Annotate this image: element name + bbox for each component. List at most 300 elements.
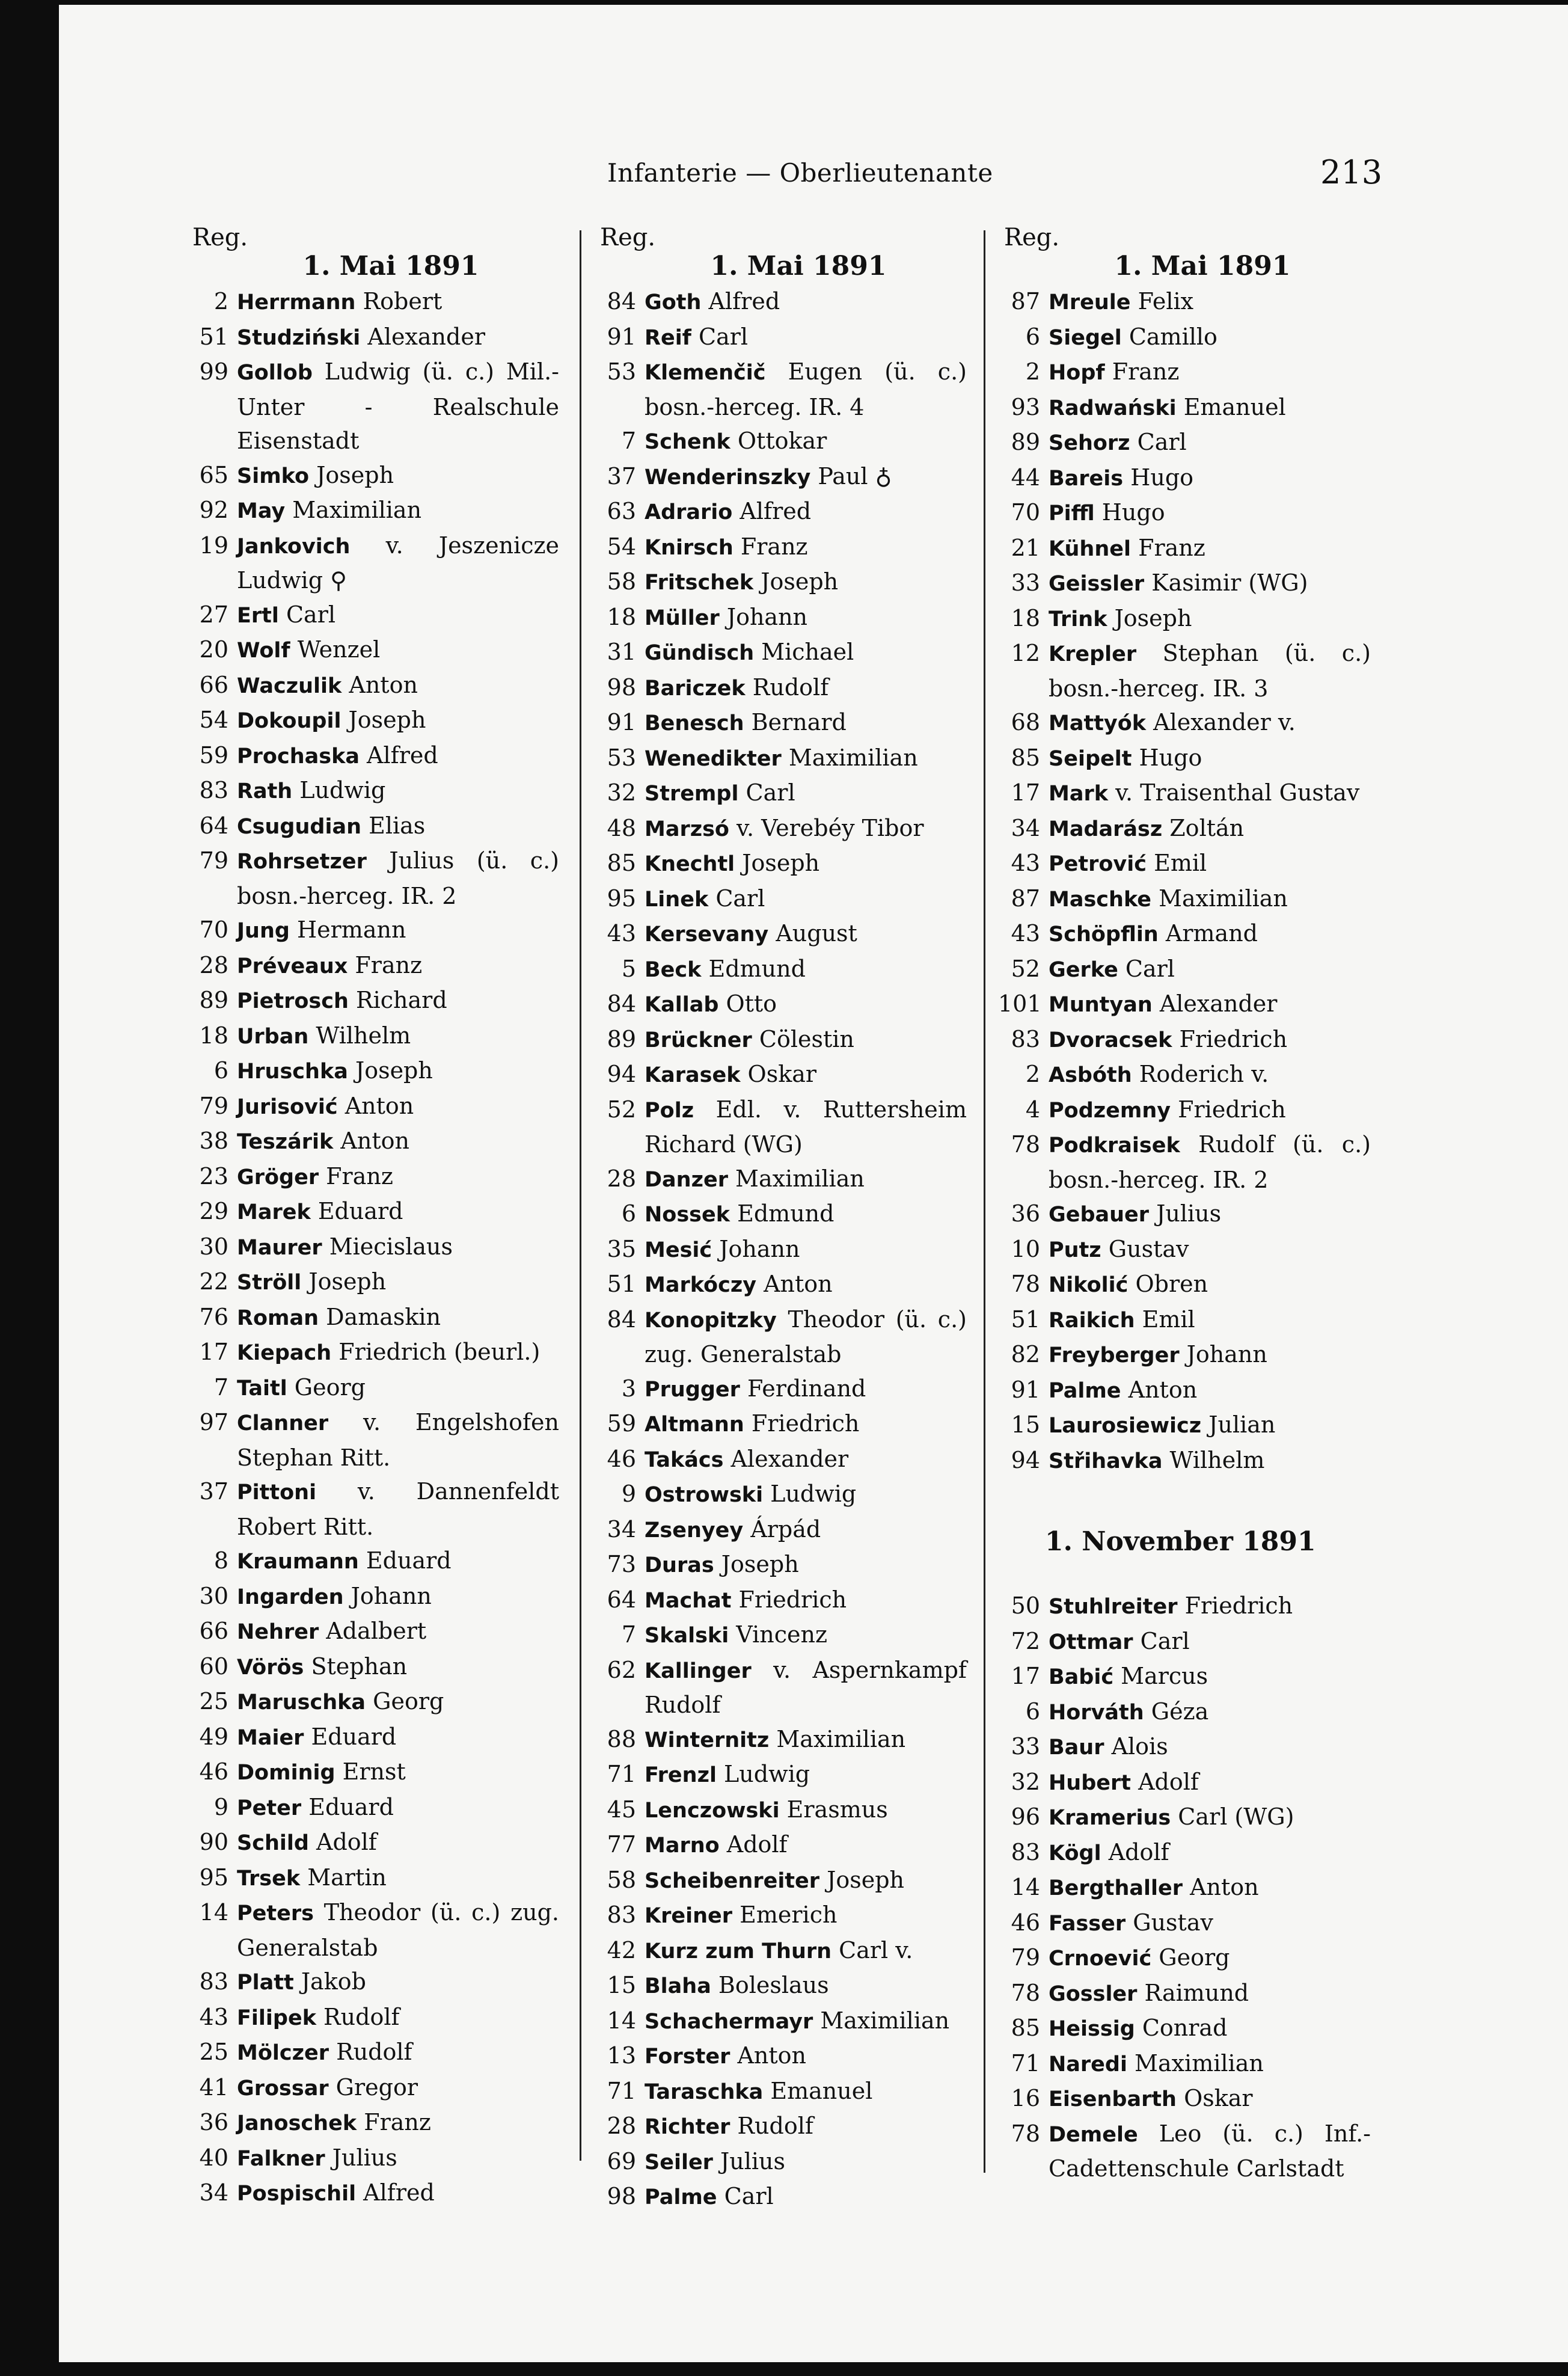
officer-entry [645,846,967,882]
officer-entry [645,2074,967,2110]
list-item [594,952,967,987]
surname: Schöpflin [1049,922,1159,947]
regiment-number: 98 [607,674,636,701]
list-item [998,1022,1371,1058]
list-item [998,1267,1371,1303]
regiment-number: 71 [607,2077,636,2104]
given-name-details: Johann [343,1582,432,1609]
given-name-details: Rudolf [745,674,829,701]
surname: Bariczek [645,676,746,701]
officer-entry [645,1793,967,1828]
list-item [998,2046,1371,2082]
list-item [998,496,1371,531]
given-name-details: Robert [355,288,443,315]
regiment-number: 2 [1025,1061,1040,1087]
given-name-details: Ludwig [763,1481,857,1507]
regiment-number: 83 [1011,1838,1040,1865]
given-name-details: Edmund [701,955,806,982]
officer-entry [1049,2117,1371,2186]
regiment-number: 68 [1011,709,1040,735]
list-item [186,983,559,1019]
surname: Bareis [1049,466,1124,491]
given-name-details: Alexander [360,323,486,350]
officer-entry [237,1019,559,1054]
list-item [998,320,1371,355]
given-name-details: Joseph [309,461,394,488]
surname: Janoschek [237,2111,357,2135]
regiment-number: 95 [199,1864,228,1891]
given-name-details: Gregor [328,2074,418,2101]
officer-entry [237,703,559,738]
regiment-number: 54 [199,707,228,733]
regiment-number: 43 [199,2003,228,2030]
list-item [594,1197,967,1232]
surname: Eisenbarth [1049,2087,1177,2111]
list-item [186,1371,559,1406]
given-name-details: Felix [1130,288,1194,315]
regiment-number: 83 [199,1968,228,1995]
regiment-number: 36 [199,2109,228,2135]
given-name-details: Anton [337,1092,414,1119]
officer-entry [645,2179,967,2215]
regiment-number: 12 [1011,640,1040,666]
officer-list-november [998,1589,1371,2186]
surname: Skalski [645,1624,729,1648]
officer-entry [1049,776,1371,811]
list-item [998,1835,1371,1871]
surname: Kurz zum Thurn [645,1939,832,1963]
surname: Ingarden [237,1585,344,1609]
regiment-number: 89 [199,987,228,1013]
regiment-number: 4 [1025,1096,1040,1123]
officer-entry [1049,1057,1371,1093]
list-item [186,844,559,913]
given-name-details: Cölestin [752,1025,854,1052]
officer-entry [237,1544,559,1579]
officer-entry [237,1230,559,1265]
surname: Mark [1049,782,1108,806]
officer-entry [237,1965,559,2000]
regiment-number: 14 [1011,1874,1040,1900]
regiment-number: 73 [607,1551,636,1577]
given-name-details: Julius [712,2147,786,2175]
officer-entry [645,2144,967,2180]
surname: Vörös [237,1655,304,1680]
officer-entry [1049,390,1371,426]
officer-entry [645,2004,967,2039]
list-item [186,703,559,738]
given-name-details: Alexander [1152,990,1278,1017]
surname: Demele [1049,2122,1138,2147]
officer-entry [1049,1408,1371,1443]
officer-entry [237,598,559,633]
surname: Winternitz [645,1728,770,1752]
list-item [186,1720,559,1755]
list-item [998,1443,1371,1479]
surname: Trink [1049,607,1107,631]
given-name-details: Carl [1133,1627,1190,1654]
officer-list [186,284,559,2211]
surname: Markóczy [645,1273,757,1297]
list-item [186,2141,559,2176]
regiment-number: 59 [607,1410,636,1437]
surname: Wolf [237,639,290,663]
surname: Pospischil [237,2182,357,2206]
list-item [998,1197,1371,1232]
surname: Madarász [1049,817,1163,841]
officer-entry [645,1722,967,1758]
officer-entry [237,1790,559,1826]
given-name-details: Erasmus [779,1796,888,1823]
regiment-number: 83 [199,777,228,803]
surname: Préveaux [237,954,348,978]
officer-entry [1049,1093,1371,1128]
officer-entry [1049,705,1371,741]
list-item [998,1730,1371,1765]
surname: Kramerius [1049,1806,1171,1830]
list-item [998,1941,1371,1976]
regiment-number: 14 [199,1899,228,1926]
column-divider [984,230,985,2173]
list-item [998,952,1371,987]
list-item [594,1232,967,1268]
regiment-number: 41 [199,2074,228,2101]
given-name-details: Árpád [743,1515,821,1543]
regiment-number: 79 [199,1092,228,1119]
surname: Teszárik [237,1130,334,1154]
officer-entry [645,1232,967,1268]
list-item [998,1057,1371,1093]
officer-entry [645,1653,967,1722]
surname: Kersevany [645,922,769,947]
list-item [186,1300,559,1336]
officer-entry [237,844,559,913]
officer-entry [645,284,967,320]
given-name-details: Ferdinand [740,1375,866,1402]
regiment-number: 30 [199,1582,228,1609]
surname: Palme [1049,1378,1121,1403]
surname: Scheibenreiter [645,1868,820,1893]
given-name-details: v. Traisenthal Gustav [1107,779,1360,806]
list-item [594,2039,967,2074]
surname: Hruschka [237,1060,348,1084]
surname: Gröger [237,1165,319,1190]
given-name-details: Franz [733,533,808,560]
regiment-number: 43 [607,920,636,947]
surname: Klemenčič [645,361,766,385]
officer-entry [1049,2081,1371,2117]
officer-entry [1049,1443,1371,1479]
officer-entry [1049,1976,1371,2012]
officer-entry [237,493,559,529]
given-name-details: Joseph [735,850,820,876]
regiment-number: 20 [199,636,228,663]
given-name-details: Franz [357,2109,431,2135]
given-name-details: Alfred [701,288,780,315]
list-item [186,1054,559,1089]
regiment-number: 38 [199,1128,228,1154]
surname: Reif [645,325,691,350]
surname: Maurer [237,1235,322,1260]
given-name-details: Hugo [1132,744,1202,771]
given-name-details: Paul ♁ [810,462,892,490]
officer-entry [1049,952,1371,987]
list-item [186,1405,559,1475]
surname: Waczulik [237,674,342,698]
given-name-details: Oskar [1176,2085,1253,2111]
officer-entry [1049,1197,1371,1232]
surname: Ertl [237,603,279,628]
surname: Petrović [1049,852,1147,876]
surname: Urban [237,1024,309,1049]
given-name-details: Maximilian [1127,2049,1264,2077]
regiment-number: 71 [1011,2049,1040,2077]
officer-entry [645,1618,967,1653]
officer-entry [237,1896,559,1965]
regiment-number: 58 [607,568,636,595]
list-item [186,1861,559,1896]
given-name-details: Boleslaus [711,1972,829,1998]
list-item [186,773,559,809]
regiment-number: 2 [1025,358,1040,385]
regiment-number: 78 [1011,2120,1040,2147]
list-item [594,1547,967,1583]
officer-entry [237,1300,559,1336]
officer-entry [237,948,559,984]
regiment-number: 78 [1011,1131,1040,1158]
surname: Clanner [237,1411,329,1435]
regiment-number: 17 [1011,1663,1040,1689]
given-name-details: Carl [708,885,765,912]
given-name-details: Franz [348,951,423,978]
given-name-details: Maximilian [813,2007,950,2034]
surname: Kallab [645,993,719,1017]
surname: Studziński [237,325,361,350]
regiment-number: 18 [199,1022,228,1049]
list-item [594,284,967,320]
regiment-number: 96 [1011,1803,1040,1830]
surname: Blaha [645,1974,711,1998]
regiment-number: 76 [199,1303,228,1330]
regiment-number: 14 [607,2007,636,2034]
reg-label: Reg. [600,224,656,251]
list-item [998,987,1371,1022]
list-item [998,811,1371,847]
regiment-number: 71 [607,1761,636,1787]
given-name-details: Stephan (ü. c.) bosn.-herceg. IR. 3 [1049,640,1371,702]
surname: Brückner [645,1028,752,1052]
surname: Fritschek [645,571,754,595]
regiment-number: 6 [1025,1698,1040,1725]
given-name-details: Camillo [1121,323,1217,350]
list-item [998,1976,1371,2012]
given-name-details: v. Verebéy Tibor [729,814,924,841]
list-item [186,458,559,494]
list-item [998,1624,1371,1660]
regiment-number: 53 [607,744,636,771]
list-item [998,846,1371,882]
regiment-number: 36 [1011,1200,1040,1227]
list-item [594,2074,967,2110]
surname: Konopitzky [645,1308,777,1333]
regiment-number: 22 [199,1268,228,1295]
list-item [186,320,559,355]
surname: Mesić [645,1238,712,1262]
officer-entry [645,1863,967,1899]
list-item [594,2179,967,2215]
regiment-number: 84 [607,1306,636,1333]
surname: Filipek [237,2006,316,2030]
list-item [998,1232,1371,1268]
regiment-number: 54 [607,533,636,560]
surname: Mattyók [1049,711,1147,735]
given-name-details: Adalbert [319,1618,427,1644]
list-item [186,668,559,704]
regiment-number: 91 [1011,1376,1040,1403]
officer-entry [1049,496,1371,531]
surname: Jurisović [237,1094,338,1119]
surname: Polz [645,1098,694,1123]
surname: Seipelt [1049,746,1132,771]
regiment-number: 72 [1011,1627,1040,1654]
surname: Schild [237,1831,309,1855]
officer-entry [237,2176,559,2211]
list-item [186,738,559,774]
list-item [186,1896,559,1965]
list-item [186,355,559,458]
officer-entry [645,424,967,459]
given-name-details: Carl [278,601,336,628]
given-name-details: Carl [691,323,749,350]
officer-entry [1049,1800,1371,1835]
officer-entry [237,355,559,458]
list-item [186,2176,559,2211]
regiment-number: 6 [1025,323,1040,350]
surname: Müller [645,606,720,630]
officer-entry [1049,601,1371,637]
officer-entry [1049,2011,1371,2046]
surname: Trsek [237,1866,301,1891]
document-page [59,5,1568,2362]
list-item [594,1863,967,1899]
officer-entry [1049,1730,1371,1765]
officer-list [594,284,967,2215]
regiment-number: 18 [1011,604,1040,631]
surname: Seiler [645,2150,713,2175]
given-name-details: Joseph [1107,604,1192,631]
surname: May [237,499,286,523]
regiment-number: 6 [213,1057,228,1084]
given-name-details: Hugo [1123,464,1194,491]
surname: Lenczowski [645,1798,780,1823]
regiment-number: 31 [607,639,636,665]
list-item [186,2035,559,2071]
given-name-details: Friedrich (beurl.) [331,1339,541,1365]
page-number: 213 [1320,153,1383,191]
column-2 [594,224,967,2209]
given-name-details: v. Aspernkampf Rudolf [645,1656,967,1718]
regiment-number: 25 [199,1688,228,1714]
regiment-number: 83 [1011,1025,1040,1052]
surname: Knechtl [645,852,735,876]
list-item [186,948,559,984]
officer-entry [645,1968,967,2004]
given-name-details: Anton [333,1128,409,1154]
officer-entry [645,1477,967,1512]
given-name-details: Alfred [359,741,438,769]
regiment-number: 94 [1011,1446,1040,1473]
given-name-details: Eduard [304,1723,397,1750]
regiment-number: 59 [199,741,228,769]
regiment-number: 58 [607,1866,636,1893]
officer-entry [1049,1624,1371,1660]
officer-entry [645,1267,967,1303]
surname: Schenk [645,430,730,454]
given-name-details: Leo (ü. c.) Inf.-Cadettenschule Carlstadt [1049,2120,1371,2182]
list-item [186,493,559,529]
regiment-number: 98 [607,2183,636,2209]
surname: Heissig [1049,2017,1135,2041]
regiment-number: 27 [199,601,228,628]
officer-entry [1049,425,1371,461]
officer-entry [1049,355,1371,390]
surname: Wenderinszky [645,465,811,490]
given-name-details: Zoltán [1162,814,1245,841]
regiment-number: 17 [1011,779,1040,806]
regiment-number: 25 [199,2039,228,2065]
surname: Crnoević [1049,1947,1152,1971]
regiment-number: 49 [199,1723,228,1750]
given-name-details: Vincenz [729,1621,827,1648]
officer-entry [645,355,967,424]
regiment-number: 46 [199,1758,228,1785]
given-name-details: Edl. v. Ruttersheim Richard (WG) [645,1096,967,1158]
regiment-number: 91 [607,323,636,350]
regiment-number: 94 [607,1061,636,1087]
regiment-number: 9 [213,1793,228,1820]
officer-entry [645,671,967,706]
officer-entry [1049,1870,1371,1906]
regiment-number: 42 [607,1936,636,1963]
officer-entry [1049,811,1371,847]
officer-entry [237,738,559,774]
surname: Beck [645,957,702,982]
regiment-number: 70 [199,916,228,943]
officer-entry [1049,1835,1371,1871]
officer-entry [645,1093,967,1162]
list-item [998,1870,1371,1906]
column-divider [580,230,581,2161]
regiment-number: 19 [199,532,228,559]
given-name-details: Alfred [356,2179,435,2206]
given-name-details: Maximilian [285,497,422,523]
surname: Gündisch [645,641,755,665]
surname: Gollob [237,361,313,385]
officer-entry [237,529,559,598]
section-date: 1. Mai 1891 [1114,251,1291,281]
regiment-number: 64 [607,1586,636,1613]
surname: Kühnel [1049,536,1131,561]
list-item [186,1019,559,1054]
given-name-details: Emanuel [1176,393,1286,420]
regiment-number: 51 [607,1271,636,1297]
officer-entry [645,1933,967,1969]
surname: Ströll [237,1271,302,1295]
regiment-number: 23 [199,1162,228,1190]
given-name-details: Friedrich [1177,1592,1293,1619]
surname: Hubert [1049,1770,1131,1795]
given-name-details: Georg [287,1374,366,1401]
